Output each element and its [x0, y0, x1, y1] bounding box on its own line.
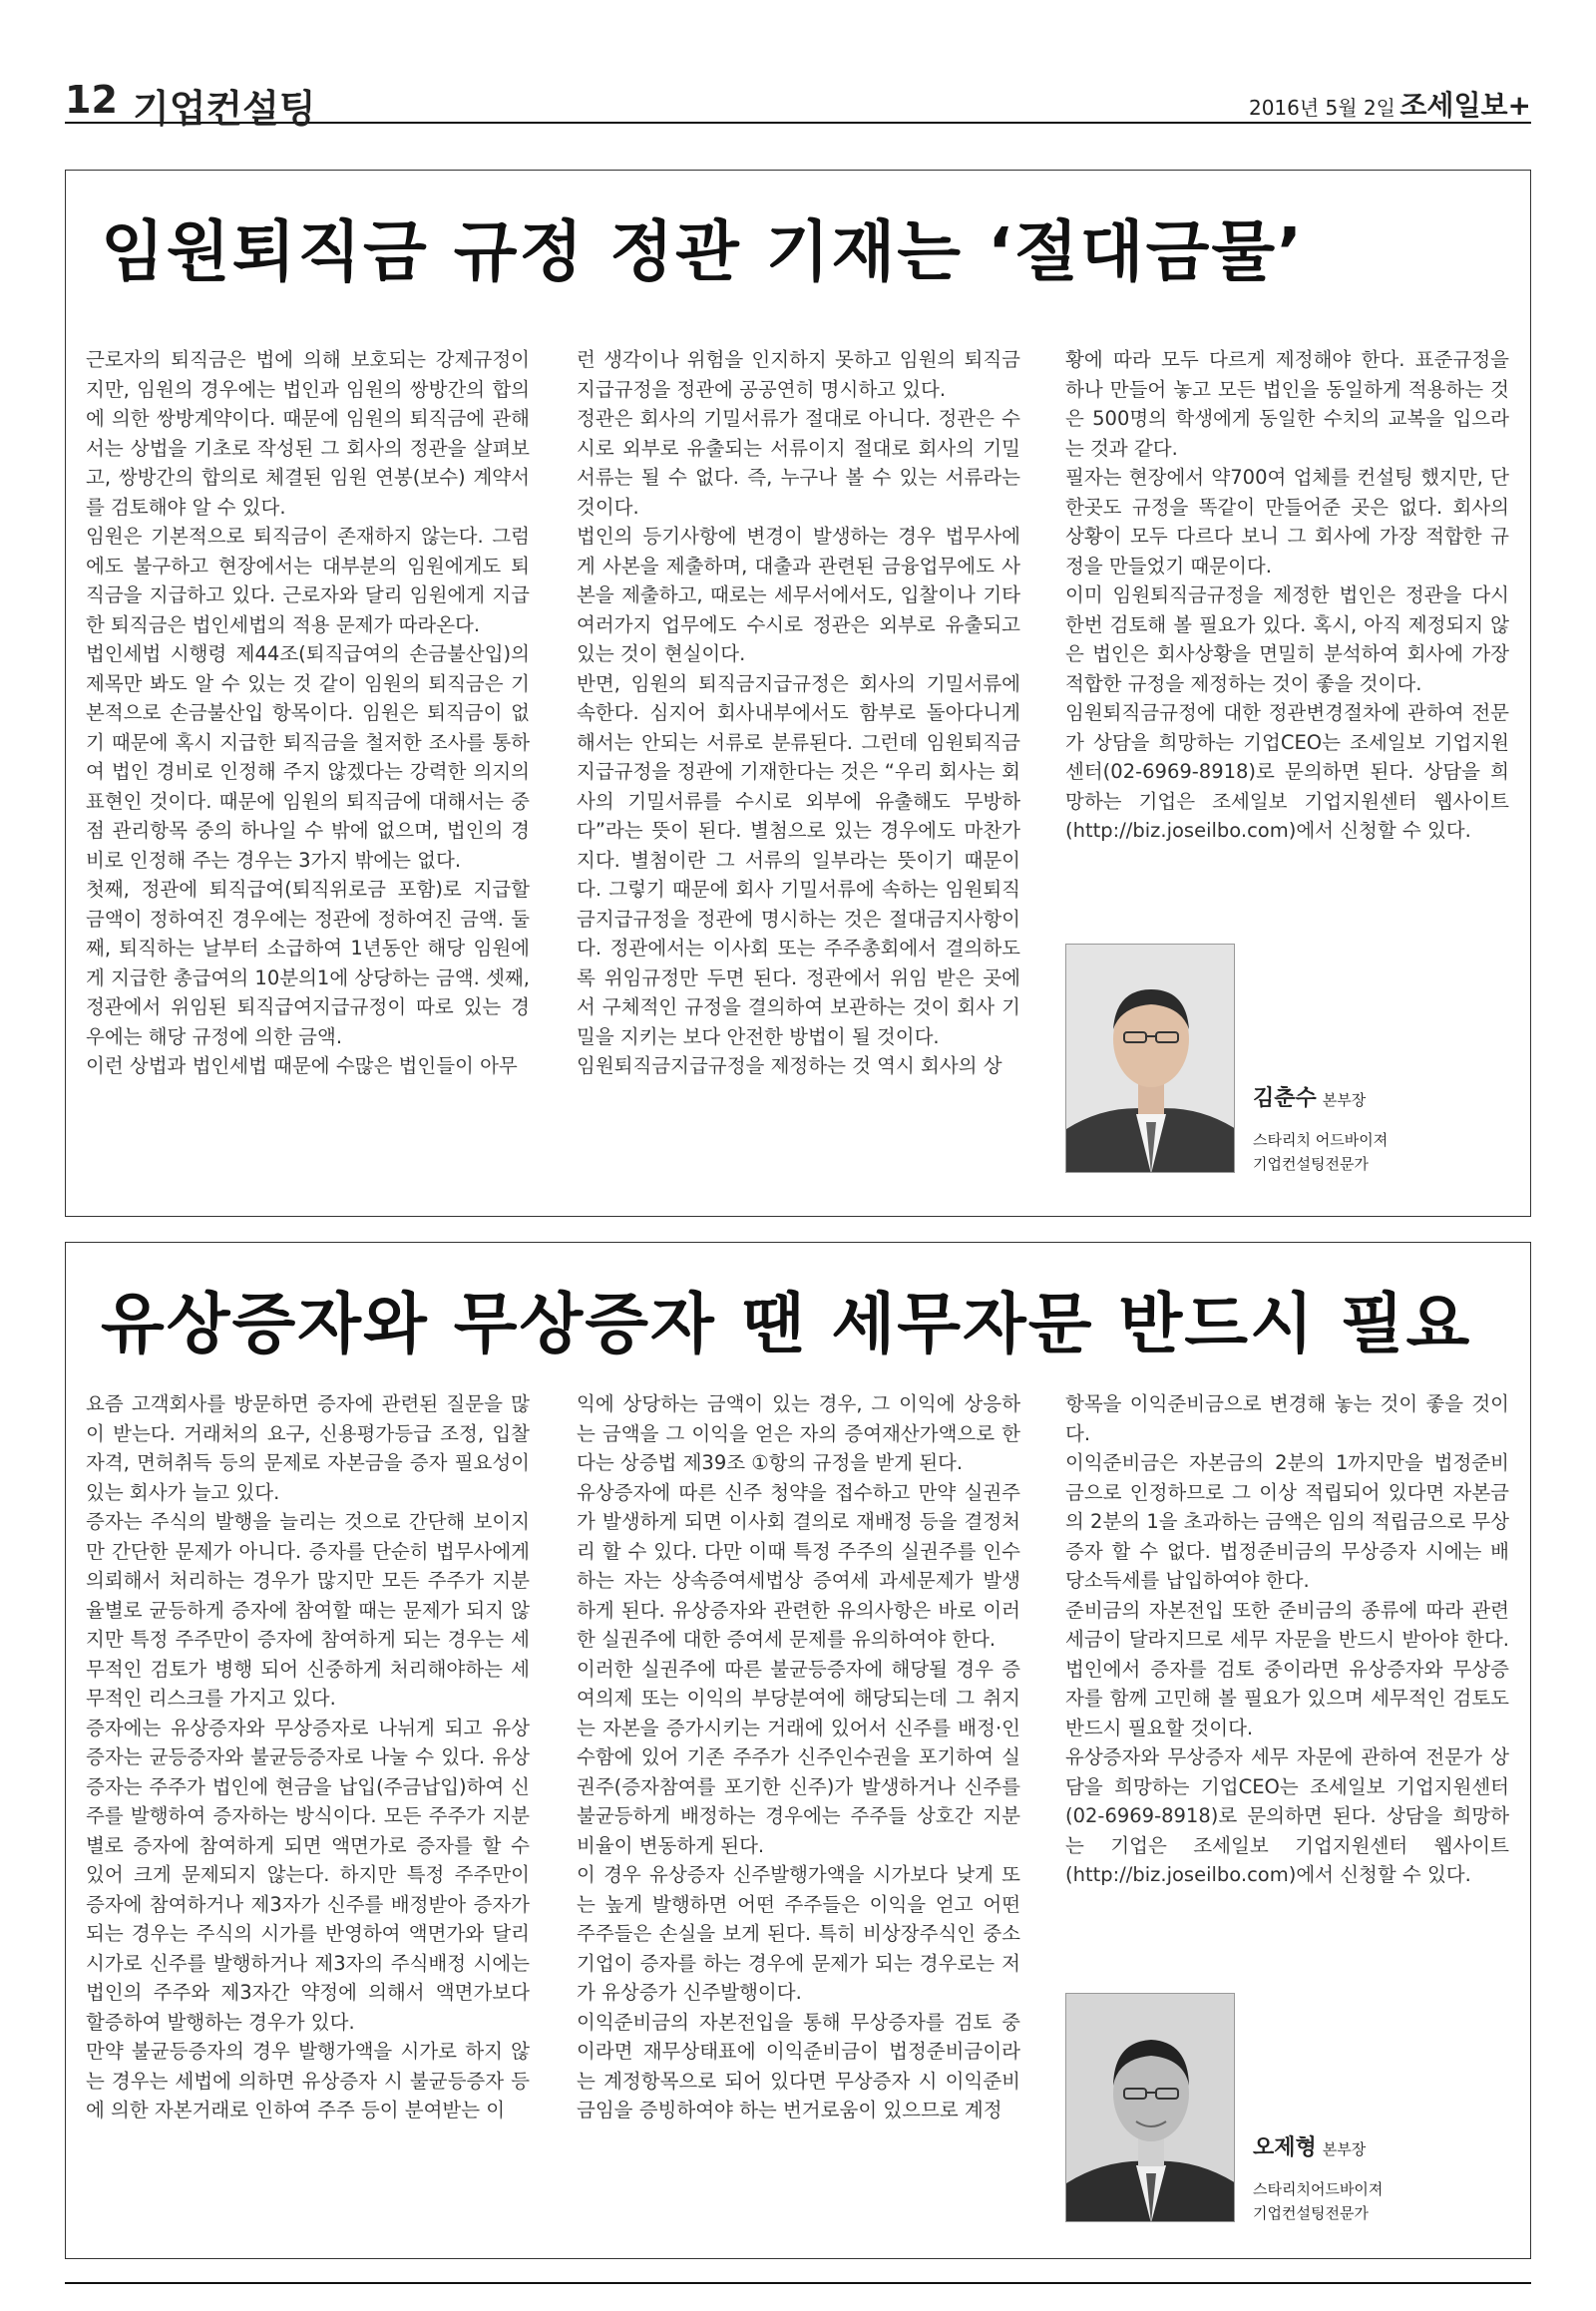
paragraph: 근로자의 퇴직금은 법에 의해 보호되는 강제규정이지만, 임원의 경우에는 법인과 임원의 쌍방간의 합의에 의한 쌍방계약이다. 때문에 임원의 퇴직금에 관해서는 상법을 기초로 작성된 그 회사의 정관을 살펴보고, 쌍방간의 합의로 체결된 임원 연봉(보수) 계약서를 검토해야 알 수 있다. — [86, 348, 530, 519]
paragraph: 이미 임원퇴직금규정을 제정한 법인은 정관을 다시 한번 검토해 볼 필요가 있다. 혹시, 아직 제정되지 않은 법인은 회사상황을 면밀히 분석하여 회사에 가장 적합한 규정을 제정하는 것이 좋을 것이다. — [1065, 583, 1509, 695]
paragraph: 항목을 이익준비금으로 변경해 놓는 것이 좋을 것이다. — [1065, 1392, 1509, 1445]
portrait-image — [1066, 1994, 1235, 2222]
article-capital-increase — [65, 1242, 1531, 2259]
paragraph: 이익준비금의 자본전입을 통해 무상증자를 검토 중이라면 재무상태표에 이익준비금이 법정준비금이라는 계정항목으로 되어 있다면 무상증자 시 이익준비금임을 증빙하여야 하는 번거로움이 있으므로 계정 — [577, 2010, 1020, 2121]
author-company: 스타리치 어드바이져 — [1253, 1131, 1389, 1149]
paragraph: 황에 따라 모두 다르게 제정해야 한다. 표준규정을 하나 만들어 놓고 모든 법인을 동일하게 적용하는 것은 500명의 학생에게 동일한 수치의 교복을 입으라는 것과 같다. — [1065, 348, 1509, 460]
paragraph: 이익준비금은 자본금의 2분의 1까지만을 법정준비금으로 인정하므로 그 이상 적립되어 있다면 자본금의 2분의 1을 초과하는 금액은 임의 적립금으로 무상증자 할 수 없다. 법정준비금의 무상증자 시에는 배당소득세를 납입하여야 한다. — [1065, 1451, 1509, 1592]
article-column-2 — [577, 1389, 1020, 2125]
article-column-2 — [577, 345, 1020, 1081]
article-headline: 임원퇴직금 규정 정관 기재는 ‘절대금물’ — [101, 213, 1305, 290]
article-column-1 — [86, 1389, 530, 2125]
paragraph: 만약 불균등증자의 경우 발행가액을 시가로 하지 않는 경우는 세법에 의하면 유상증자 시 불균등증자 등에 의한 자본거래로 인하여 주주 등이 분여받는 이 — [86, 2040, 530, 2121]
article-column-3 — [1065, 1389, 1509, 1890]
section-title: 기업컨설팅 — [133, 87, 316, 131]
paragraph: 런 생각이나 위험을 인지하지 못하고 임원의 퇴직금 지급규정을 정관에 공공연히 명시하고 있다. — [577, 348, 1020, 401]
portrait-image — [1066, 945, 1235, 1173]
article-column-3 — [1065, 345, 1509, 846]
paragraph: 유상증자와 무상증자 세무 자문에 관하여 전문가 상담을 희망하는 기업CEO는 조세일보 기업지원센터(02-6969-8918)로 문의하면 된다. 상담을 희망하는 기업은 조세일보 기업지원센터 웹사이트(http://biz.joseilbo.com)에서 신청할 수 있다. — [1065, 1745, 1509, 1886]
paragraph: 임원퇴직금규정에 대한 정관변경절차에 관하여 전문가 상담을 희망하는 기업CEO는 조세일보 기업지원센터(02-6969-8918)로 문의하면 된다. 상담을 희망하는 기업은 조세일보 기업지원센터 웹사이트(http://biz.joseilbo.com)에서 신청할 수 있다. — [1065, 701, 1509, 842]
newspaper-name: 조세일보+ — [1399, 89, 1531, 122]
paragraph: 임원은 기본적으로 퇴직금이 존재하지 않는다. 그럼에도 불구하고 현장에서는 대부분의 임원에게도 퇴직금을 지급하고 있다. 근로자와 달리 임원에게 지급한 퇴직금은 법인세법의 적용 문제가 따라온다. — [86, 525, 530, 636]
paragraph: 필자는 현장에서 약700여 업체를 컨설팅 했지만, 단 한곳도 규정을 똑같이 만들어준 곳은 없다. 회사의 상황이 모두 다르다 보니 그 회사에 가장 적합한 규정을 만들었기 때문이다. — [1065, 466, 1509, 578]
issue-date: 2016년 5월 2일 — [1248, 96, 1396, 120]
page-header — [65, 78, 1531, 131]
bottom-divider — [65, 2282, 1531, 2284]
paragraph: 유상증자에 따른 신주 청약을 접수하고 만약 실권주가 발생하게 되면 이사회 결의로 재배정 등을 결정처리 할 수 있다. 다만 이때 특정 주주의 실권주를 인수하는 자는 상속증여세법상 증여세 과세문제가 발생하게 된다. 유상증자와 관련한 유의사항은 바로 이러한 실권주에 대한 증여세 문제를 유의하여야 한다. — [577, 1480, 1020, 1651]
author-company: 스타리치어드바이져 — [1253, 2180, 1384, 2198]
paragraph: 요즘 고객회사를 방문하면 증자에 관련된 질문을 많이 받는다. 거래처의 요구, 신용평가등급 조정, 입찰자격, 면허취득 등의 문제로 자본금을 증자 필요성이 있는 회사가 늘고 있다. — [86, 1392, 530, 1504]
paragraph: 증자에는 유상증자와 무상증자로 나뉘게 되고 유상증자는 균등증자와 불균등증자로 나눌 수 있다. 유상증자는 주주가 법인에 현금을 납입(주금납입)하여 신주를 발행하여 증자하는 방식이다. 모든 주주가 지분별로 증자에 참여하게 되면 액면가로 증자를 할 수 있어 크게 문제되지 않는다. 하지만 특정 주주만이 증자에 참여하거나 제3자가 신주를 배정받아 증자가 되는 경우는 주식의 시가를 반영하여 액면가와 달리 시가로 신주를 발행하거나 제3자의 주식배정 시에는 법인의 주주와 제3자간 약정에 의해서 액면가보다 할증하여 발행하는 경우가 있다. — [86, 1716, 530, 2034]
author-name-line — [1253, 2130, 1366, 2161]
paragraph: 첫째, 정관에 퇴직급여(퇴직위로금 포함)로 지급할 금액이 정하여진 경우에는 정관에 정하여진 금액. 둘째, 퇴직하는 날부터 소급하여 1년동안 해당 임원에게 지급한 총급여의 10분의1에 상당하는 금액. 셋째, 정관에서 위임된 퇴직급여지급규정이 따로 있는 경우에는 해당 규정에 의한 금액. — [86, 878, 530, 1048]
author-rank: 본부장 — [1322, 2140, 1367, 2158]
author-rank: 본부장 — [1322, 1091, 1367, 1109]
paragraph: 법인세법 시행령 제44조(퇴직급여의 손금불산입)의 제목만 봐도 알 수 있는 것 같이 임원의 퇴직금은 기본적으로 손금불산입 항목이다. 임원은 퇴직금이 없기 때문에 혹시 지급한 퇴직금을 철저한 조사를 통하여 법인 경비로 인정해 주지 않겠다는 강력한 의지의 표현인 것이다. 때문에 임원의 퇴직금에 대해서는 중점 관리항목 중의 하나일 수 밖에 없으며, 법인의 경비로 인정해 주는 경우는 3가지 밖에는 없다. — [86, 642, 530, 872]
author-title — [1253, 1128, 1388, 1176]
author-name-line — [1253, 1081, 1366, 1112]
paragraph: 증자는 주식의 발행을 늘리는 것으로 간단해 보이지만 간단한 문제가 아니다. 증자를 단순히 법무사에게 의뢰해서 처리하는 경우가 많지만 모든 주주가 지분율별로 균등하게 증자에 참여할 때는 문제가 되지 않지만 특정 주주만이 증자에 참여하게 되는 경우는 세무적인 검토가 병행 되어 신중하게 처리해야하는 세무적인 리스크를 가지고 있다. — [86, 1510, 530, 1710]
author-name: 오제형 — [1253, 2135, 1317, 2160]
paragraph: 이런 상법과 법인세법 때문에 수많은 법인들이 아무 — [86, 1054, 518, 1077]
author-name: 김춘수 — [1253, 1086, 1317, 1111]
paragraph: 준비금의 자본전입 또한 준비금의 종류에 따라 관련 세금이 달라지므로 세무 자문을 반드시 받아야 한다. 법인에서 증자를 검토 중이라면 유상증자와 무상증자를 함께 고민해 볼 필요가 있으며 세무적인 검토도 반드시 필요할 것이다. — [1065, 1598, 1509, 1739]
author-photo — [1065, 1993, 1235, 2222]
author-photo — [1065, 944, 1235, 1173]
article-retirement-pay — [65, 170, 1531, 1217]
paragraph: 이러한 실권주에 따른 불균등증자에 해당될 경우 증여의제 또는 이익의 부당분여에 해당되는데 그 취지는 자본을 증가시키는 거래에 있어서 신주를 배정·인수함에 있어 기존 주주가 신주인수권을 포기하여 실권주(증자참여를 포기한 신주)가 발생하거나 신주를 불균등하게 배정하는 경우에는 주주들 상호간 지분 비율이 변동하게 된다. — [577, 1657, 1020, 1857]
page-number: 12 — [65, 78, 118, 122]
paragraph: 익에 상당하는 금액이 있는 경우, 그 이익에 상응하는 금액을 그 이익을 얻은 자의 증여재산가액으로 한다는 상증법 제39조 ①항의 규정을 받게 된다. — [577, 1392, 1020, 1474]
article-headline: 유상증자와 무상증자 땐 세무자문 반드시 필요 — [101, 1286, 1472, 1362]
article-column-1 — [86, 345, 530, 1081]
paragraph: 이 경우 유상증자 신주발행가액을 시가보다 낮게 또는 높게 발행하면 어떤 주주들은 이익을 얻고 어떤 주주들은 손실을 보게 된다. 특히 비상장주식인 중소기업이 증자를 하는 경우에 문제가 되는 경우로는 저가 유상증가 신주발행이다. — [577, 1863, 1020, 2004]
paragraph: 정관은 회사의 기밀서류가 절대로 아니다. 정관은 수시로 외부로 유출되는 서류이지 절대로 회사의 기밀서류는 될 수 없다. 즉, 누구나 볼 수 있는 서류라는 것이다. — [577, 407, 1020, 519]
paragraph: 임원퇴직금지급규정을 제정하는 것 역시 회사의 상 — [577, 1054, 1002, 1077]
paragraph: 법인의 등기사항에 변경이 발생하는 경우 법무사에게 사본을 제출하며, 대출과 관련된 금융업무에도 사본을 제출하고, 때로는 세무서에서도, 입찰이나 기타 여러가지 업무에도 수시로 정관은 외부로 유출되고 있는 것이 현실이다. — [577, 525, 1020, 665]
paragraph: 반면, 임원의 퇴직금지급규정은 회사의 기밀서류에 속한다. 심지어 회사내부에서도 함부로 돌아다니게 해서는 안되는 서류로 분류된다. 그런데 임원퇴직금지급규정을 정관에 기재한다는 것은 “우리 회사는 회사의 기밀서류를 수시로 외부에 유출해도 무방하다”라는 뜻이 된다. 별첨으로 있는 경우에도 마찬가지다. 별첨이란 그 서류의 일부라는 뜻이기 때문이다. 그렇기 때문에 회사 기밀서류에 속하는 임원퇴직금지급규정을 정관에 명시하는 것은 절대금지사항이다. 정관에서는 이사회 또는 주주총회에서 결의하도록 위임규정만 두면 된다. 정관에서 위임 받은 곳에서 구체적인 규정을 결의하여 보관하는 것이 회사 기밀을 지키는 보다 안전한 방법이 될 것이다. — [577, 671, 1020, 1048]
author-role: 기업컨설팅전문가 — [1253, 2204, 1369, 2222]
author-title — [1253, 2177, 1383, 2225]
author-role: 기업컨설팅전문가 — [1253, 1155, 1369, 1173]
